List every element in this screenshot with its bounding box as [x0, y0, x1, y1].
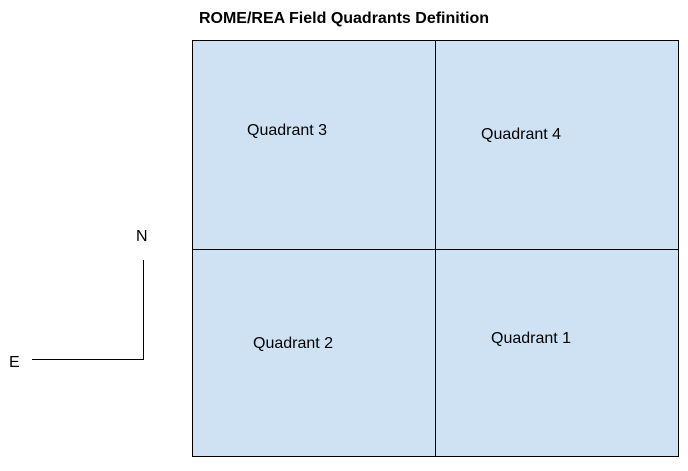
diagram-title: ROME/REA Field Quadrants Definition	[198, 10, 490, 27]
grid-horizontal-divider	[193, 249, 678, 250]
quadrant-3-label: Quadrant 3	[247, 122, 328, 139]
east-label: E	[9, 354, 20, 371]
east-arrow-line	[32, 359, 144, 360]
quadrant-2-label: Quadrant 2	[253, 335, 334, 352]
quadrant-1-label: Quadrant 1	[491, 330, 572, 347]
north-arrow-line	[143, 260, 144, 360]
north-label: N	[136, 228, 148, 245]
quadrant-4-label: Quadrant 4	[481, 126, 562, 143]
quadrant-grid	[192, 40, 679, 457]
